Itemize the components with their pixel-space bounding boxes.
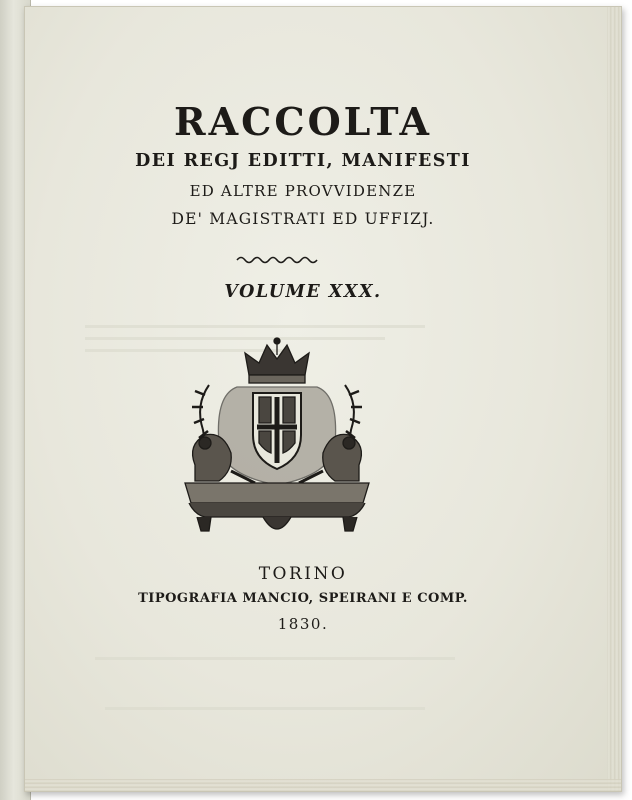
ornamental-rule	[235, 255, 321, 265]
title-page	[24, 6, 622, 792]
subtitle-line-3: DE' MAGISTRATI ED UFFIZJ.	[171, 210, 435, 228]
show-through-line	[85, 325, 425, 328]
imprint-city: TORINO	[258, 564, 348, 584]
page-edge-bottom	[25, 779, 621, 791]
subtitle-line-1: DEI REGJ EDITTI, MANIFESTI	[135, 151, 471, 171]
imprint-printer: TIPOGRAFIA MANCIO, SPEIRANI E COMP.	[138, 591, 468, 606]
volume-label: VOLUME XXX.	[224, 282, 382, 302]
show-through-line	[95, 657, 455, 660]
show-through-line	[105, 707, 425, 710]
page-edge-right	[607, 7, 621, 791]
page-title: RACCOLTA	[174, 99, 432, 144]
coat-of-arms-emblem	[175, 335, 379, 541]
subtitle-line-2: ED ALTRE PROVVIDENZE	[189, 182, 417, 200]
imprint-year: 1830.	[277, 615, 329, 633]
